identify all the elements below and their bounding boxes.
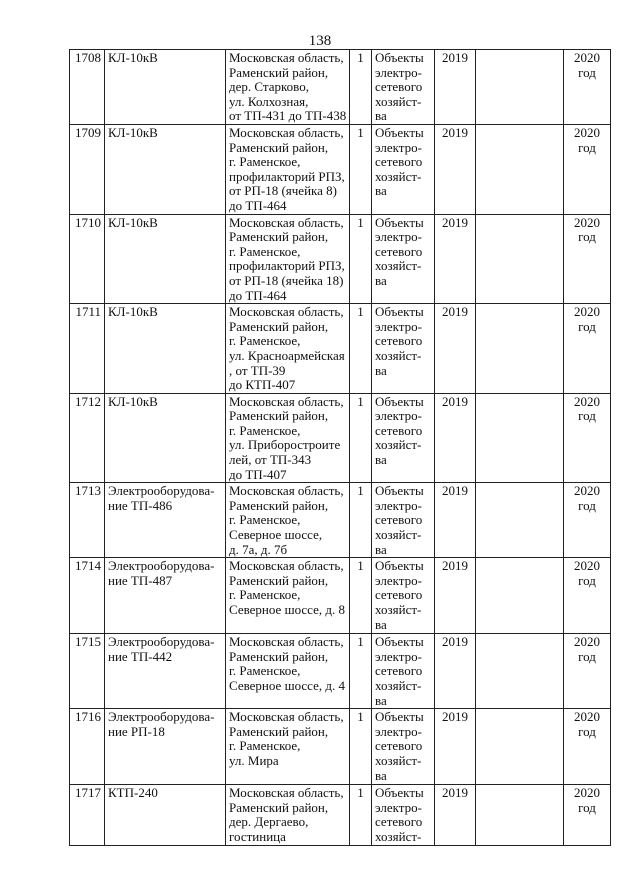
category-line: ва — [375, 108, 387, 124]
address-cell — [226, 214, 350, 304]
category-line: сетевого — [375, 663, 423, 679]
address-line: до ТП-464 — [229, 287, 287, 303]
term-line: год — [578, 139, 596, 155]
object-name-cell — [105, 50, 226, 125]
row-number-cell: 1710 — [70, 214, 105, 304]
table-row — [70, 558, 611, 634]
category-line: Объекты — [375, 214, 424, 230]
address-cell — [226, 558, 350, 634]
object-name-line: ние ТП-442 — [108, 648, 173, 664]
object-name-line: КЛ-10кВ — [108, 393, 158, 409]
category-line: ва — [375, 362, 387, 378]
category-cell — [372, 558, 435, 634]
category-line: электро- — [375, 497, 422, 513]
address-line: профилакторий РПЗ, — [229, 168, 345, 184]
quantity-cell: 1 — [350, 483, 372, 558]
address-line: дер. Старково, — [229, 79, 309, 95]
category-line: ва — [375, 452, 387, 468]
category-line: хозяйст- — [375, 347, 422, 363]
address-line: лей, от ТП-343 — [229, 452, 312, 468]
row-number-cell: 1714 — [70, 558, 105, 634]
address-line: Северное шоссе, д. 8 — [229, 602, 345, 617]
address-line: Московская область, — [229, 304, 344, 320]
category-line: Объекты — [375, 709, 424, 725]
category-line: электро- — [375, 799, 422, 815]
category-line: сетевого — [375, 154, 423, 170]
address-line: Раменский район, — [229, 648, 329, 664]
object-name-line: Электрооборудова- — [108, 634, 215, 650]
object-name-line: Электрооборудова- — [108, 709, 215, 725]
category-cell — [372, 785, 435, 846]
empty-cell — [476, 483, 564, 558]
term-line: 2020 — [574, 304, 600, 320]
year-cell: 2019 — [435, 50, 476, 125]
table-row — [70, 214, 611, 304]
category-line: хозяйст- — [375, 437, 422, 453]
term-cell — [564, 785, 611, 846]
category-cell — [372, 709, 435, 785]
object-name-line: КЛ-10кВ — [108, 214, 158, 230]
term-line: 2020 — [574, 785, 600, 801]
category-line: электро- — [375, 408, 422, 424]
address-line: г. Раменское, — [229, 422, 301, 438]
quantity-cell: 1 — [350, 393, 372, 483]
term-line: год — [578, 572, 596, 588]
address-cell — [226, 785, 350, 846]
year-cell: 2019 — [435, 785, 476, 846]
address-line: Раменский район, — [229, 497, 329, 513]
quantity-cell: 1 — [350, 709, 372, 785]
address-line: до ТП-407 — [229, 466, 287, 482]
row-number-cell: 1708 — [70, 50, 105, 125]
category-line: сетевого — [375, 243, 423, 259]
address-line: г. Раменское, — [229, 333, 301, 349]
term-cell — [564, 214, 611, 304]
category-line: сетевого — [375, 512, 423, 528]
year-cell: 2019 — [435, 483, 476, 558]
object-name-line: КЛ-10кВ — [108, 304, 158, 320]
object-name-line: Электрооборудова- — [108, 483, 215, 499]
category-line: сетевого — [375, 422, 423, 438]
category-line: Объекты — [375, 785, 424, 801]
category-line: хозяйст- — [375, 678, 422, 693]
address-line: Московская область, — [229, 125, 344, 140]
row-number-cell: 1709 — [70, 125, 105, 215]
year-cell: 2019 — [435, 709, 476, 785]
object-name-cell — [105, 558, 226, 634]
category-cell — [372, 304, 435, 394]
term-cell — [564, 558, 611, 634]
address-line: г. Раменское, — [229, 154, 301, 170]
address-line: Раменский район, — [229, 572, 329, 588]
category-line: ва — [375, 692, 387, 708]
address-line: до КТП-407 — [229, 377, 296, 393]
term-cell — [564, 634, 611, 709]
term-line: 2020 — [574, 709, 600, 725]
term-line: 2020 — [574, 214, 600, 230]
category-line: электро- — [375, 139, 422, 155]
category-line: хозяйст- — [375, 828, 422, 844]
address-line: от ТП-431 до ТП-438 — [229, 108, 347, 124]
term-line: 2020 — [574, 393, 600, 409]
address-cell — [226, 125, 350, 215]
category-line: электро- — [375, 229, 422, 245]
address-line: г. Раменское, — [229, 243, 301, 259]
address-line: Северное шоссе, д. 4 — [229, 678, 345, 693]
term-line: год — [578, 229, 596, 245]
address-line: ул. Мира — [229, 752, 279, 768]
category-line: электро- — [375, 64, 422, 80]
object-name-cell — [105, 304, 226, 394]
address-line: д. 7а, д. 7б — [229, 541, 288, 557]
quantity-cell: 1 — [350, 785, 372, 846]
term-line: год — [578, 408, 596, 424]
term-line: год — [578, 723, 596, 739]
term-line: год — [578, 799, 596, 815]
category-line: хозяйст- — [375, 602, 422, 617]
category-line: хозяйст- — [375, 258, 422, 274]
address-line: , от ТП-39 — [229, 362, 286, 378]
term-cell — [564, 304, 611, 394]
category-line: хозяйст- — [375, 527, 422, 543]
year-cell: 2019 — [435, 393, 476, 483]
object-name-line: ние ТП-487 — [108, 572, 173, 588]
category-line: Объекты — [375, 125, 424, 140]
address-line: Московская область, — [229, 214, 344, 230]
empty-cell — [476, 709, 564, 785]
table-row — [70, 50, 611, 125]
address-line: Северное шоссе, — [229, 527, 323, 543]
table-row — [70, 634, 611, 709]
term-line: 2020 — [574, 50, 600, 65]
object-name-cell — [105, 709, 226, 785]
category-line: хозяйст- — [375, 752, 422, 768]
address-line: ул. Приборостроите — [229, 437, 341, 453]
row-number-cell: 1716 — [70, 709, 105, 785]
term-cell — [564, 483, 611, 558]
category-line: ва — [375, 767, 387, 783]
category-line: ва — [375, 616, 387, 632]
address-line: Раменский район, — [229, 799, 329, 815]
category-line: электро- — [375, 723, 422, 739]
object-name-line: Электрооборудова- — [108, 558, 215, 574]
category-cell — [372, 634, 435, 709]
address-line: г. Раменское, — [229, 738, 301, 754]
object-name-cell — [105, 785, 226, 846]
address-cell — [226, 483, 350, 558]
category-line: сетевого — [375, 79, 423, 95]
address-line: Московская область, — [229, 483, 344, 499]
quantity-cell: 1 — [350, 214, 372, 304]
category-line: ва — [375, 541, 387, 557]
category-line: хозяйст- — [375, 168, 422, 184]
address-line: ул. Красноармейская — [229, 347, 345, 363]
empty-cell — [476, 214, 564, 304]
year-cell: 2019 — [435, 125, 476, 215]
address-line: до ТП-464 — [229, 197, 287, 213]
page-number: 138 — [308, 33, 332, 49]
year-cell: 2019 — [435, 634, 476, 709]
quantity-cell: 1 — [350, 558, 372, 634]
address-line: Раменский район, — [229, 723, 329, 739]
object-name-line: ние ТП-486 — [108, 497, 173, 513]
quantity-cell: 1 — [350, 634, 372, 709]
object-name-cell — [105, 483, 226, 558]
category-line: электро- — [375, 648, 422, 664]
objects-table — [69, 49, 611, 846]
address-line: Московская область, — [229, 634, 344, 650]
category-cell — [372, 483, 435, 558]
address-line: Московская область, — [229, 558, 344, 574]
address-line: Раменский район, — [229, 64, 329, 80]
address-line: от РП-18 (ячейка 18) — [229, 272, 344, 288]
term-line: 2020 — [574, 483, 600, 499]
table-row — [70, 125, 611, 215]
term-line: 2020 — [574, 125, 600, 140]
table-row — [70, 483, 611, 558]
object-name-cell — [105, 634, 226, 709]
address-line: Московская область, — [229, 709, 344, 725]
object-name-cell — [105, 393, 226, 483]
category-line: сетевого — [375, 814, 423, 830]
empty-cell — [476, 393, 564, 483]
table-row — [70, 393, 611, 483]
empty-cell — [476, 125, 564, 215]
address-line: дер. Дергаево, — [229, 814, 309, 830]
category-line: сетевого — [375, 587, 423, 603]
address-line: г. Раменское, — [229, 663, 301, 679]
address-line: Раменский район, — [229, 229, 329, 245]
term-cell — [564, 393, 611, 483]
quantity-cell: 1 — [350, 125, 372, 215]
year-cell: 2019 — [435, 214, 476, 304]
row-number-cell: 1717 — [70, 785, 105, 846]
year-cell: 2019 — [435, 558, 476, 634]
address-line: Московская область, — [229, 393, 344, 409]
category-cell — [372, 214, 435, 304]
address-line: гостиница — [229, 828, 286, 844]
term-line: 2020 — [574, 558, 600, 574]
category-line: сетевого — [375, 738, 423, 754]
address-cell — [226, 393, 350, 483]
year-cell: 2019 — [435, 304, 476, 394]
address-line: г. Раменское, — [229, 587, 301, 603]
address-cell — [226, 50, 350, 125]
object-name-line: КЛ-10кВ — [108, 50, 158, 65]
address-line: Раменский район, — [229, 408, 329, 424]
empty-cell — [476, 785, 564, 846]
term-line: год — [578, 497, 596, 513]
address-line: от РП-18 (ячейка 8) — [229, 183, 337, 199]
object-name-cell — [105, 214, 226, 304]
empty-cell — [476, 50, 564, 125]
category-line: Объекты — [375, 634, 424, 650]
address-line: Московская область, — [229, 50, 344, 65]
category-line: Объекты — [375, 393, 424, 409]
empty-cell — [476, 558, 564, 634]
object-name-line: ние РП-18 — [108, 723, 165, 739]
address-cell — [226, 304, 350, 394]
table-row — [70, 304, 611, 394]
table-row — [70, 785, 611, 846]
term-line: год — [578, 64, 596, 80]
address-line: Московская область, — [229, 785, 344, 801]
address-line: г. Раменское, — [229, 512, 301, 528]
quantity-cell: 1 — [350, 50, 372, 125]
category-line: ва — [375, 183, 387, 199]
row-number-cell: 1712 — [70, 393, 105, 483]
term-cell — [564, 50, 611, 125]
category-line: хозяйст- — [375, 93, 422, 109]
category-line: электро- — [375, 318, 422, 334]
row-number-cell: 1711 — [70, 304, 105, 394]
table-row — [70, 709, 611, 785]
object-name-line: КЛ-10кВ — [108, 125, 158, 140]
address-cell — [226, 634, 350, 709]
row-number-cell: 1715 — [70, 634, 105, 709]
address-line: ул. Колхозная, — [229, 93, 309, 109]
address-line: Раменский район, — [229, 318, 329, 334]
category-line: Объекты — [375, 50, 424, 65]
empty-cell — [476, 634, 564, 709]
category-cell — [372, 125, 435, 215]
empty-cell — [476, 304, 564, 394]
category-cell — [372, 393, 435, 483]
term-line: год — [578, 648, 596, 664]
object-name-cell — [105, 125, 226, 215]
category-line: электро- — [375, 572, 422, 588]
term-line: год — [578, 318, 596, 334]
category-line: Объекты — [375, 304, 424, 320]
object-name-line: КТП-240 — [108, 785, 158, 801]
category-line: сетевого — [375, 333, 423, 349]
term-cell — [564, 125, 611, 215]
address-line: Раменский район, — [229, 139, 329, 155]
term-cell — [564, 709, 611, 785]
quantity-cell: 1 — [350, 304, 372, 394]
category-line: Объекты — [375, 558, 424, 574]
row-number-cell: 1713 — [70, 483, 105, 558]
address-cell — [226, 709, 350, 785]
term-line: 2020 — [574, 634, 600, 650]
category-line: Объекты — [375, 483, 424, 499]
category-cell — [372, 50, 435, 125]
address-line: профилакторий РПЗ, — [229, 258, 345, 274]
category-line: ва — [375, 272, 387, 288]
